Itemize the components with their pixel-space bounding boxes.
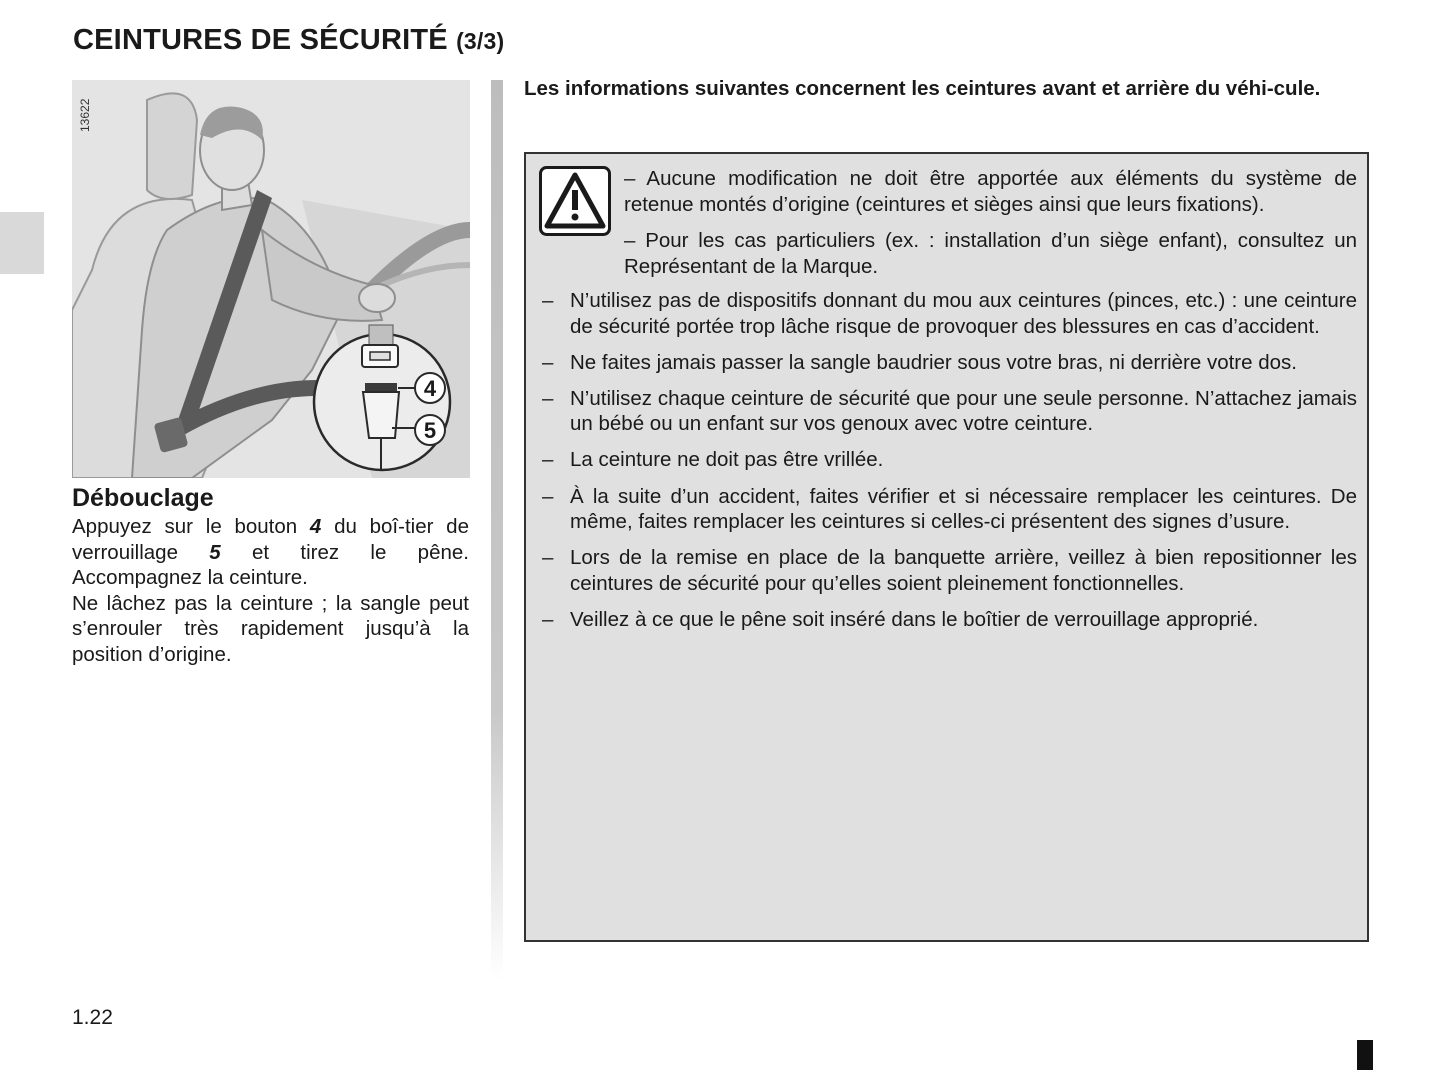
intro-text: Les informations suivantes concernent les ceintures avant et arrière du véhi-cule. — [524, 77, 1321, 100]
ref-5: 5 — [209, 540, 221, 564]
callout-4: 4 — [423, 376, 437, 401]
page-title-part: (3/3) — [456, 28, 505, 54]
warning-list-item — [542, 350, 1357, 376]
text-run: du boî-tier de verrouillage — [72, 515, 469, 564]
illustration-ref-code: 13622 — [78, 98, 92, 132]
warning-paragraph: – Aucune modification ne doit être apportée aux éléments du système de retenue montés d’origine (ceintures et sièges ainsi que leurs fixations). — [624, 167, 1357, 216]
column-divider — [491, 80, 503, 980]
list-text: Lors de la remise en place de la banquette arrière, veillez à bien repositionner les ceintures de sécurité pour qu’elles soient pleinement fonctionnelles. — [570, 546, 1357, 595]
page-title-text: CEINTURES DE SÉCURITÉ — [73, 24, 448, 56]
warning-paragraph: – Pour les cas particuliers (ex. : installation d’un siège enfant), consultez un Représentant de la Marque. — [624, 229, 1357, 278]
list-dash: – — [542, 386, 554, 410]
list-text: N’utilisez pas de dispositifs donnant du mou aux ceintures (pinces, etc.) : une ceinture de sécurité portée trop lâche risque de provoquer des blessures en cas d’accident. — [570, 289, 1357, 338]
list-text: Ne faites jamais passer la sangle baudrier sous votre bras, ni derrière votre dos. — [570, 350, 1297, 374]
warning-list-item — [542, 607, 1357, 633]
text-run: et tirez le pêne. Accompagnez la ceinture. — [72, 540, 469, 590]
callout-5: 5 — [423, 418, 437, 443]
list-dash: – — [542, 546, 554, 570]
page-number: 1.22 — [72, 1006, 113, 1029]
unbuckling-instruction — [72, 514, 469, 591]
section-heading: Débouclage — [72, 484, 214, 512]
warning-list-item — [542, 386, 1357, 437]
warning-list-item — [542, 545, 1357, 596]
list-dash: – — [542, 484, 554, 508]
corner-marker — [1357, 1040, 1373, 1070]
list-text: Veillez à ce que le pêne soit inséré dans le boîtier de verrouillage approprié. — [570, 607, 1259, 631]
seatbelt-illustration — [72, 80, 470, 478]
list-text: La ceinture ne doit pas être vrillée. — [570, 448, 884, 472]
person-wearing-seatbelt-illustration — [72, 80, 470, 478]
unbuckling-text — [72, 514, 469, 668]
list-text: N’utilisez chaque ceinture de sécurité que pour une seule personne. N’attachez jamais un bébé ou un enfant sur vos genoux avec votre ceinture. — [570, 386, 1357, 436]
list-dash: – — [542, 350, 554, 374]
warning-list-item — [542, 288, 1357, 339]
list-dash: – — [542, 289, 554, 312]
page-title — [73, 24, 504, 57]
warning-box — [524, 152, 1369, 942]
text-run: Appuyez sur le bouton — [72, 515, 310, 538]
list-dash: – — [542, 448, 554, 472]
warning-list — [542, 288, 1357, 643]
section-tab-marker — [0, 212, 44, 274]
warning-list-item — [542, 447, 1357, 473]
list-dash: – — [542, 607, 554, 631]
ref-4: 4 — [309, 515, 322, 538]
list-text: À la suite d’un accident, faites vérifier et si nécessaire remplacer les ceintures. De même, faites remplacer les ceintures si celles-ci présentent des signes d’usure. — [570, 484, 1357, 534]
unbuckling-caution: Ne lâchez pas la ceinture ; la sangle peut s’enrouler très rapidement jusqu’à la position d’origine. — [72, 591, 469, 666]
warning-list-item — [542, 484, 1357, 535]
warning-triangle-icon — [539, 166, 611, 236]
